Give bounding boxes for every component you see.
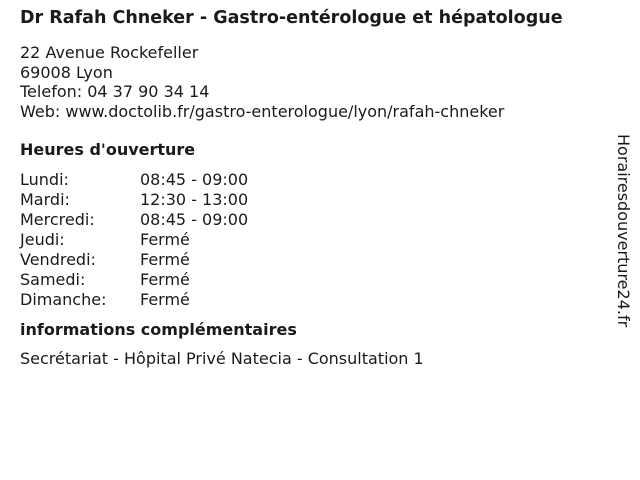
time-value: Fermé [140,250,190,269]
address-block [20,43,610,121]
hours-row-mercredi [20,210,610,230]
hours-row-samedi [20,270,610,290]
opening-hours-table [20,170,610,310]
day-label: Dimanche: [20,290,107,309]
hours-row-dimanche [20,290,610,310]
address-street: 22 Avenue Rockefeller [20,43,199,62]
time-value: Fermé [140,290,190,309]
hours-row-lundi [20,170,610,190]
day-label: Lundi: [20,170,69,189]
day-label: Samedi: [20,270,86,289]
time-value: 08:45 - 09:00 [140,170,249,189]
opening-hours-title: Heures d'ouverture [20,140,196,159]
time-value: Fermé [140,230,190,249]
additional-info-title: informations complémentaires [20,320,297,339]
website-line: Web: www.doctolib.fr/gastro-enterologue/lyon/rafah-chneker [20,101,505,121]
doctor-title: Dr Rafah Chneker - Gastro-entérologue et hépatologue [20,8,563,28]
phone-line: Telefon: 04 37 90 34 14 [20,82,210,101]
site-brand-vertical: Horairesdouverture24.fr [614,134,633,328]
day-label: Mardi: [20,190,70,209]
day-label: Mercredi: [20,210,95,229]
time-value: 08:45 - 09:00 [140,210,249,229]
day-label: Vendredi: [20,250,96,269]
address-city: 69008 Lyon [20,62,113,82]
time-value: 12:30 - 13:00 [140,190,249,209]
listing-page [20,8,610,369]
hours-row-jeudi [20,230,610,250]
time-value: Fermé [140,270,190,289]
hours-row-mardi [20,190,610,210]
hours-row-vendredi [20,250,610,270]
additional-info-text: Secrétariat - Hôpital Privé Natecia - Consultation 1 [20,349,424,368]
day-label: Jeudi: [20,230,65,249]
